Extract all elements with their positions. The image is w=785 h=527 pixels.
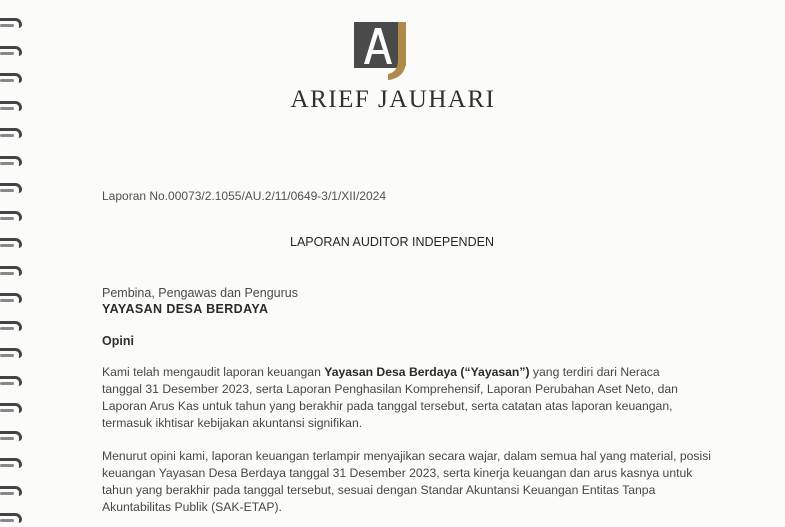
binding-coil [0, 18, 22, 28]
binding-coil [0, 403, 22, 413]
document-title: LAPORAN AUDITOR INDEPENDEN [290, 235, 494, 249]
binding-coil [0, 238, 22, 248]
paragraph-2-line-3: tahun yang berakhir pada tanggal tersebut, sesuai dengan Standar Akuntansi Keuangan Entitas Tanpa [102, 483, 656, 497]
addressee-organization: YAYASAN DESA BERDAYA [102, 302, 269, 316]
spiral-binding [0, 0, 28, 527]
binding-coil [0, 431, 22, 441]
report-number: Laporan No.00073/2.1055/AU.2/11/0649-3/1/XII/2024 [102, 189, 386, 203]
brand-name: ARIEF JAUHARI [290, 86, 496, 113]
paragraph-1-line-4: termasuk ikhtisar kebijakan akuntansi signifikan. [102, 416, 363, 430]
binding-coil [0, 266, 22, 276]
binding-coil [0, 513, 22, 523]
binding-coil [0, 348, 22, 358]
binding-coil [0, 156, 22, 166]
binding-coil [0, 211, 22, 221]
paragraph-1-line-2: tanggal 31 Desember 2023, serta Laporan Penghasilan Komprehensif, Laporan Perubahan Aset Neto, dan [102, 382, 678, 396]
paragraph-1-line-1: Kami telah mengaudit laporan keuangan Yayasan Desa Berdaya (“Yayasan”) yang terdiri dari Neraca [102, 365, 660, 379]
binding-coil [0, 101, 22, 111]
addressee-line: Pembina, Pengawas dan Pengurus [102, 286, 298, 300]
binding-coil [0, 458, 22, 468]
binding-coil [0, 321, 22, 331]
binding-coil [0, 73, 22, 83]
binding-coil [0, 293, 22, 303]
entity-name: Yayasan Desa Berdaya (“Yayasan”) [324, 365, 530, 379]
paragraph-2-line-4: Akuntabilitas Publik (SAK-ETAP). [102, 500, 282, 514]
binding-coil [0, 486, 22, 496]
binding-coil [0, 376, 22, 386]
binding-coil [0, 46, 22, 56]
section-heading: Opini [102, 334, 134, 348]
paragraph-2-line-1: Menurut opini kami, laporan keuangan terlampir menyajikan secara wajar, dalam semua hal yang material, posisi [102, 449, 712, 463]
binding-coil [0, 128, 22, 138]
paragraph-1-line-3: Laporan Arus Kas untuk tahun yang berakhir pada tanggal tersebut, serta catatan atas laporan keuangan, [102, 399, 673, 413]
binding-coil [0, 183, 22, 193]
paragraph-2-line-2: keuangan Yayasan Desa Berdaya tanggal 31 Desember 2023, serta kinerja keuangan dan arus kasnya untuk [102, 466, 693, 480]
aj-monogram-icon [354, 20, 416, 82]
